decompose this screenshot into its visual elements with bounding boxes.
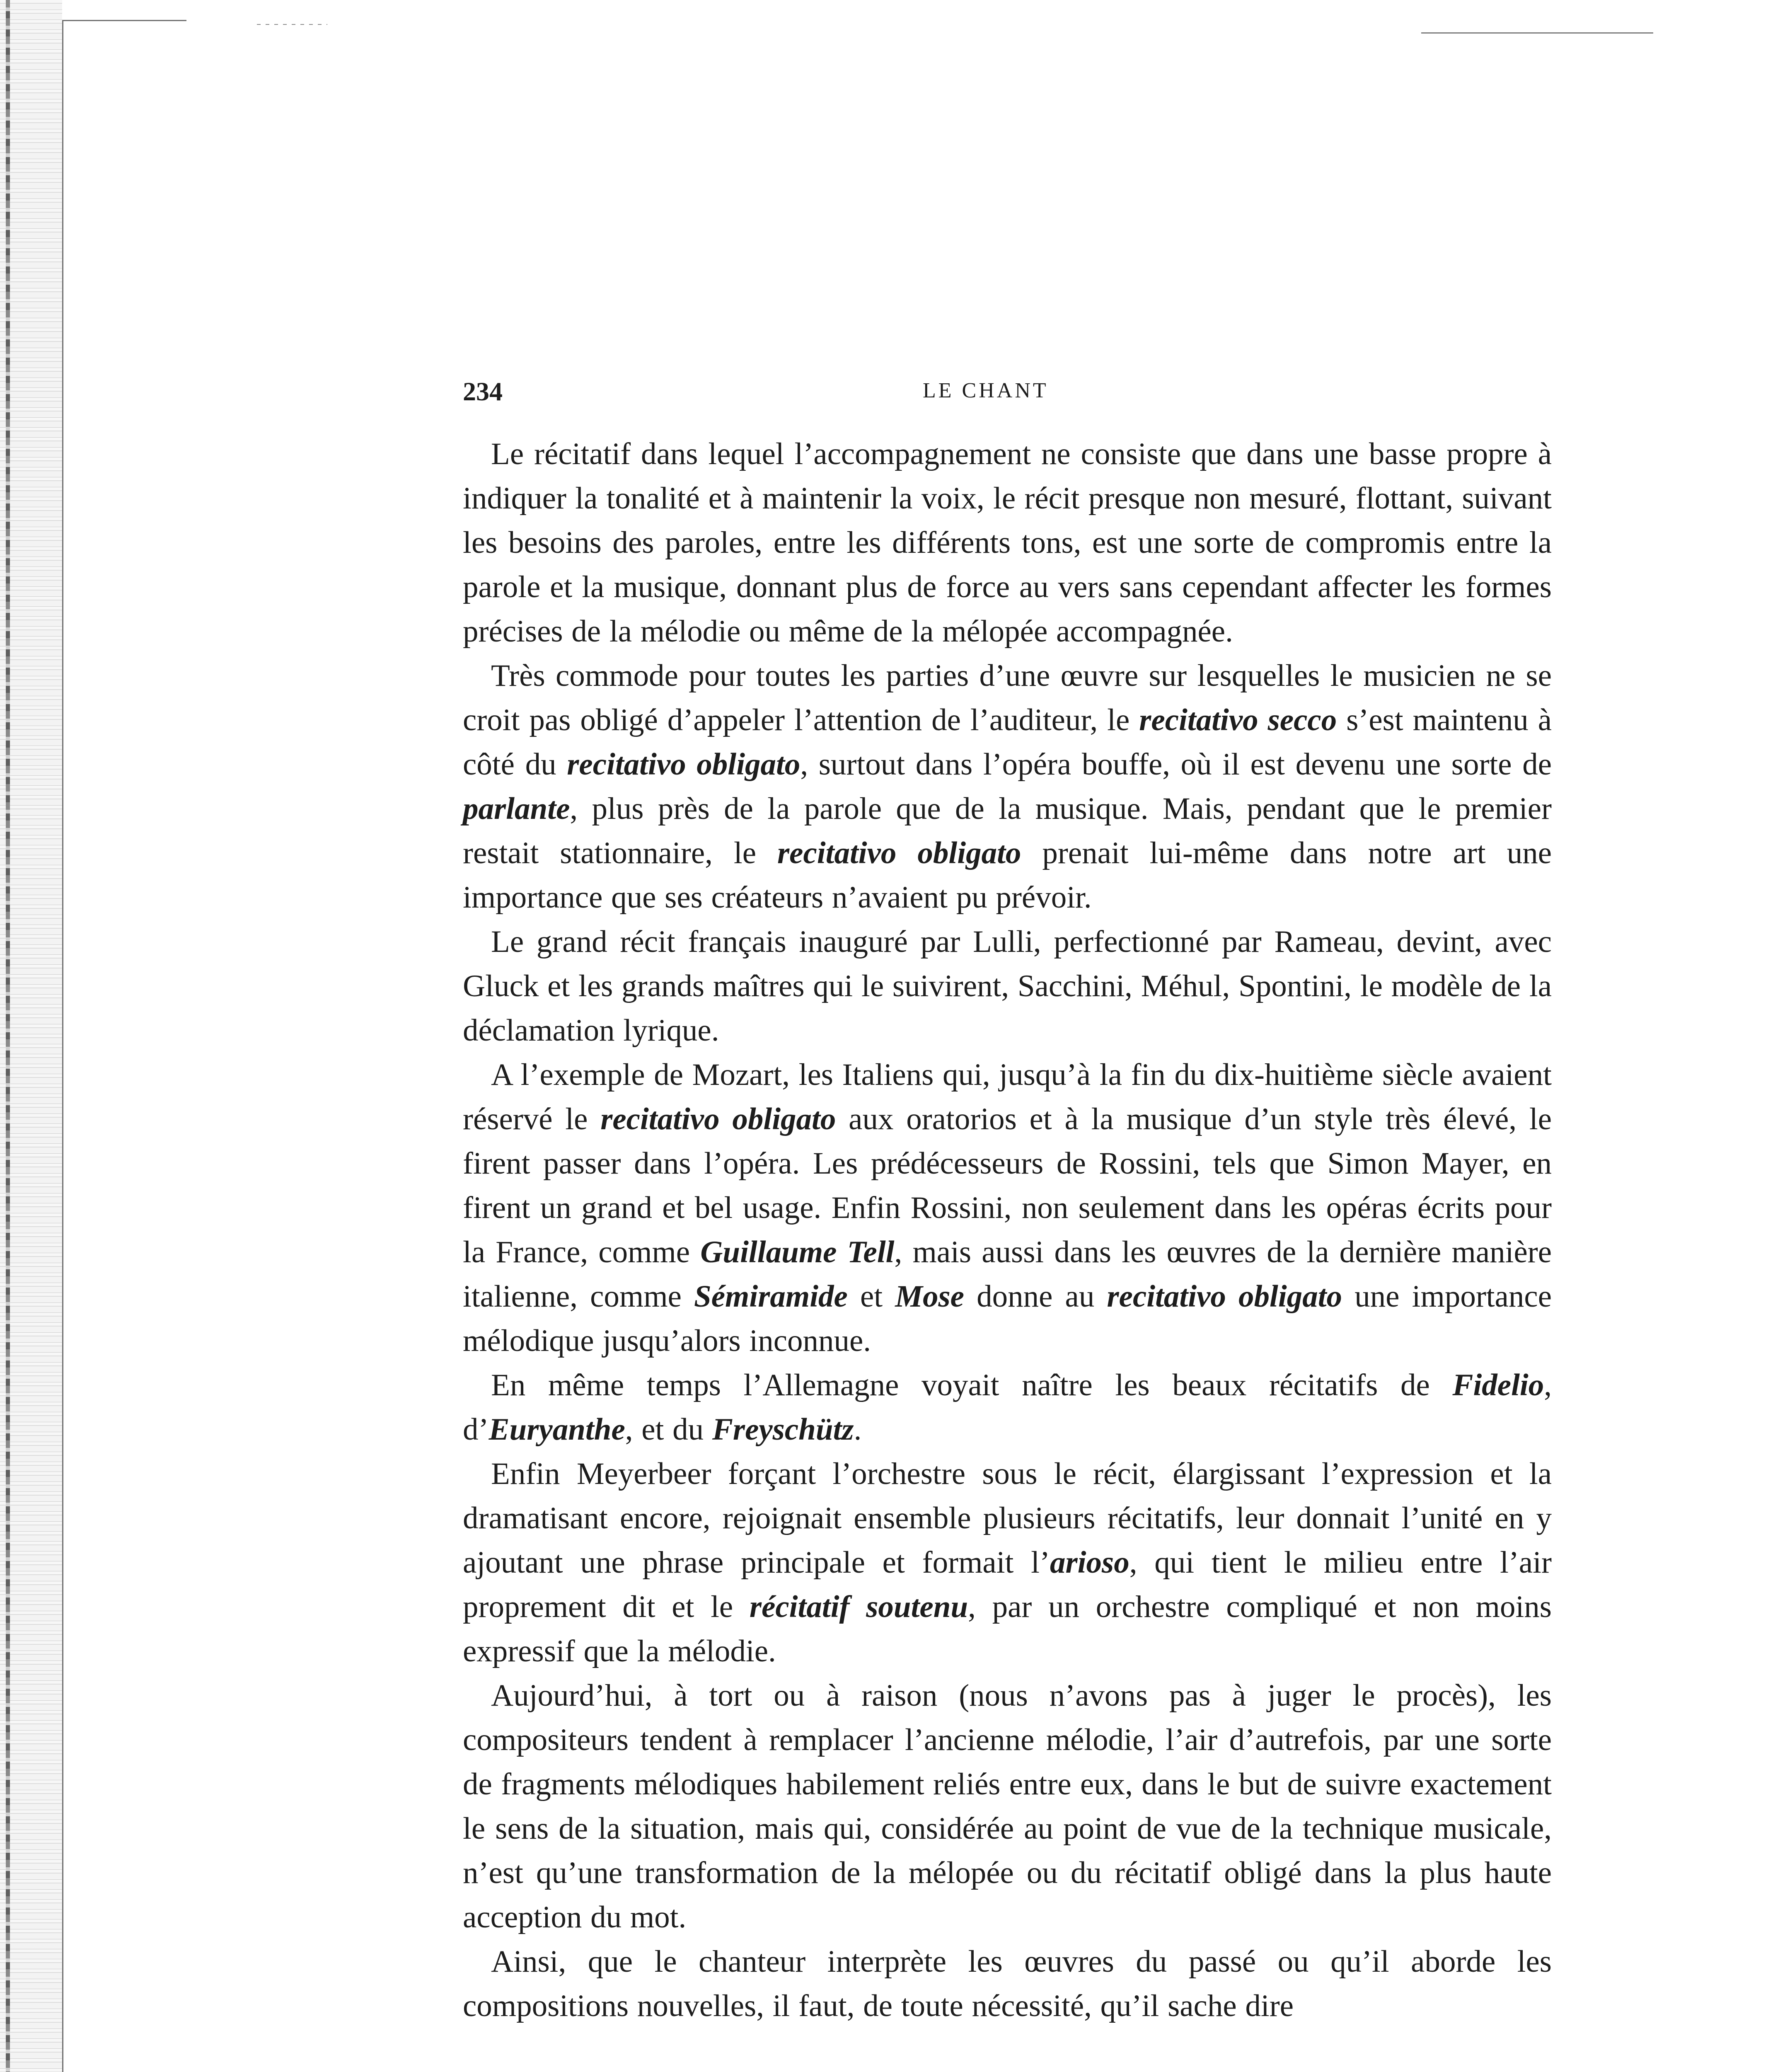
- italic-term: recitativo obligato: [1107, 1279, 1342, 1314]
- italic-term: Mose: [895, 1279, 964, 1314]
- body-text: [463, 432, 1552, 2072]
- paragraph: [463, 1939, 1552, 2028]
- paragraph: [463, 1452, 1552, 1673]
- paragraph: [463, 432, 1552, 654]
- italic-term: Euryanthe: [489, 1412, 625, 1447]
- page-border-top-dash: [257, 24, 327, 25]
- text-run: donne au: [964, 1279, 1107, 1314]
- paragraph: [463, 1053, 1552, 1363]
- scan-binding-edge: [0, 0, 62, 2072]
- text-run: Ainsi, que le chanteur interprète les œuvres du passé ou qu’il aborde les compositions nouvelles, il faut, de toute nécessité, qu’il sache dire: [463, 1944, 1552, 2023]
- page-number: 234: [463, 377, 503, 406]
- text-run: , d’: [463, 1368, 1552, 1447]
- text-run: , plus près de la parole que de la musique. Mais, pendant que le premier restait stationnaire, le: [463, 792, 1552, 870]
- text-run: , par un orchestre compliqué et non moins expressif que la mélodie.: [463, 1590, 1552, 1668]
- italic-term: recitativo obligato: [777, 836, 1021, 870]
- italic-term: Guillaume Tell: [700, 1235, 895, 1269]
- italic-term: recitativo obligato: [600, 1102, 836, 1136]
- text-run: s’est maintenu à côté du: [463, 703, 1552, 782]
- paragraph: [463, 654, 1552, 920]
- text-run: aux oratorios et à la musique d’un style très élevé, le firent passer dans l’opéra. Les prédécesseurs de Rossini, tels que Simon Mayer, en firent un grand et bel usage. Enfin Rossini, non seulement dans les opéras écrits pour la France, comme: [463, 1102, 1552, 1269]
- text-run: En même temps l’Allemagne voyait naître les beaux récitatifs de: [491, 1368, 1453, 1402]
- page-border-top-right: [1421, 32, 1653, 34]
- text-run: A l’exemple de Mozart, les Italiens qui, jusqu’à la fin du dix-huitième siècle avaient réservé le: [463, 1058, 1552, 1136]
- text-run: .: [854, 1412, 862, 1447]
- paragraph: [463, 1673, 1552, 1939]
- italic-term: recitativo obligato: [567, 747, 801, 782]
- text-run: Enfin Meyerbeer forçant l’orchestre sous le récit, élargissant l’expression et la dramatisant encore, rejoignait ensemble plusieurs récitatifs, leur donnait l’unité en y ajoutant une phrase principale et formait l’: [463, 1457, 1552, 1580]
- paragraph: [463, 920, 1552, 1053]
- page-border-top-left: [62, 20, 186, 21]
- italic-term: parlante: [463, 792, 570, 826]
- page-border-left: [62, 20, 63, 2072]
- text-run: , et du: [625, 1412, 712, 1447]
- text-run: et: [847, 1279, 895, 1314]
- text-run: Aujourd’hui, à tort ou à raison (nous n’avons pas à juger le procès), les compositeurs tendent à remplacer l’ancienne mélodie, l’air d’autrefois, par une sorte de fragments mélodiques habilement reliés entre eux, dans le but de suivre exactement le sens de la situation, mais qui, considérée au point de vue de la technique musicale, n’est qu’une transformation de la mélopée ou du récitatif obligé dans la plus haute acception du mot.: [463, 1678, 1552, 1934]
- italic-term: recitativo secco: [1139, 703, 1337, 737]
- italic-term: Freyschütz: [712, 1412, 854, 1447]
- text-run: prenait lui-même dans notre art une importance que ses créateurs n’avaient pu prévoir.: [463, 836, 1552, 915]
- text-run: Le récitatif dans lequel l’accompagnement ne consiste que dans une basse propre à indiquer la tonalité et à maintenir la voix, le récit presque non mesuré, flottant, suivant les besoins des paroles, entre les différents tons, est une sorte de compromis entre la parole et la musique, donnant plus de force au vers sans cependant affecter les formes précises de la mélodie ou même de la mélopée accompagnée.: [463, 437, 1552, 649]
- page-header: [463, 375, 1552, 412]
- text-run: Le grand récit français inauguré par Lulli, perfectionné par Rameau, devint, avec Gluck et les grands maîtres qui le suivirent, Sacchini, Méhul, Spontini, le modèle de la déclamation lyrique.: [463, 925, 1552, 1048]
- paragraph: [463, 1363, 1552, 1452]
- italic-term: récitatif soutenu: [749, 1590, 968, 1624]
- text-run: une importance mélodique jusqu’alors inconnue.: [463, 1279, 1552, 1358]
- running-head: LE CHANT: [923, 379, 1049, 402]
- text-run: , qui tient le milieu entre l’air proprement dit et le: [463, 1545, 1552, 1624]
- italic-term: Fidelio: [1452, 1368, 1544, 1402]
- italic-term: arioso: [1050, 1545, 1129, 1580]
- text-run: Très commode pour toutes les parties d’une œuvre sur lesquelles le musicien ne se croit pas obligé d’appeler l’attention de l’auditeur, le: [463, 658, 1552, 737]
- italic-term: Sémiramide: [694, 1279, 848, 1314]
- text-run: , surtout dans l’opéra bouffe, où il est devenu une sorte de: [800, 747, 1552, 782]
- text-run: , mais aussi dans les œuvres de la dernière manière italienne, comme: [463, 1235, 1552, 1314]
